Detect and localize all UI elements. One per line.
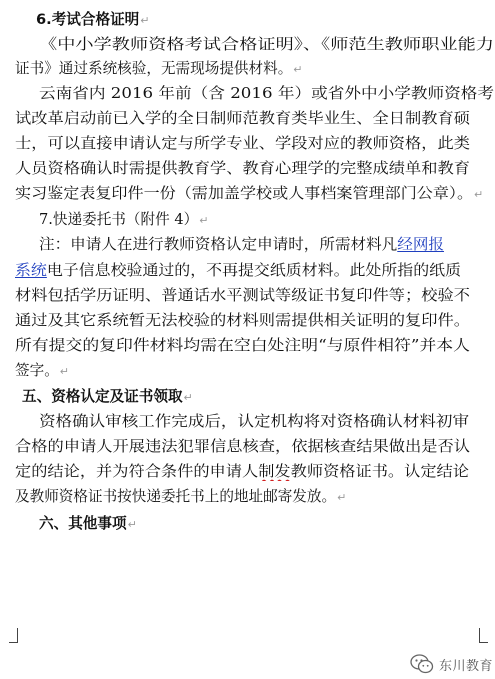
body-text: 人员资格确认时需提供教育学、教育心理学的完整成绩单和教育 — [15, 160, 470, 177]
body-text: 证书》通过系统核验，无需现场提供材料。 — [15, 60, 293, 77]
body-text: 士，可以直接申请认定与所学专业、学段对应的教师资格，此类 — [15, 135, 470, 152]
document-line — [0, 236, 495, 254]
body-text: 材料包括学历证明、普通话水平测试等级证书复印件等；校验不 — [15, 287, 470, 304]
document-line — [0, 262, 495, 280]
line-text — [15, 110, 470, 128]
line-text — [15, 60, 292, 78]
paragraph-return-mark: ↵ — [59, 365, 70, 378]
line-text — [22, 388, 183, 406]
line-text — [39, 413, 469, 431]
document-line — [0, 463, 495, 481]
body-text: 签字。 — [15, 362, 59, 379]
line-text — [15, 463, 469, 481]
body-text: 电子信息校验通过的，不再提交纸质材料。此处所指的纸质 — [46, 262, 462, 279]
page-corner-mark-bottom-left — [9, 628, 18, 643]
paragraph-return-mark: ↵ — [293, 63, 303, 76]
body-text: 试改革启动前已入学的全日制师范教育类毕业生、全日制教育硕 — [15, 110, 470, 127]
document-line — [0, 515, 495, 534]
paragraph-return-mark: ↵ — [127, 518, 137, 531]
hyperlink-text[interactable]: 系统 — [15, 262, 47, 279]
body-text: 注：申请人在进行教师资格认定申请时，所需材料凡 — [39, 236, 398, 253]
line-text — [15, 287, 470, 305]
paragraph-return-mark: ↵ — [140, 14, 150, 27]
body-text: 实习鉴定表复印件一份（需加盖学校或人事档案管理部门公章）。 — [15, 185, 474, 202]
paragraph-return-mark: ↵ — [474, 188, 484, 201]
body-text: 云南省内 2016 年前（含 2016 年）或省外中小学教师资格考 — [39, 85, 495, 102]
line-text — [15, 185, 473, 203]
body-text: 定的结论，并为符合条件的申请人 — [15, 463, 259, 480]
document-line — [0, 60, 495, 79]
watermark-text: 东川教育 — [438, 658, 493, 674]
line-text — [15, 438, 470, 456]
document-line — [0, 438, 495, 456]
line-text — [15, 160, 470, 178]
hyperlink-text[interactable]: 经网报 — [397, 236, 445, 253]
line-text — [39, 211, 198, 229]
line-text — [39, 236, 444, 254]
document-line — [0, 85, 495, 103]
document-line — [0, 362, 495, 381]
section-heading: 6.考试合格证明 — [36, 11, 140, 28]
document-line — [0, 185, 495, 204]
document-line — [0, 110, 495, 128]
body-text: 合格的申请人开展违法犯罪信息核查，依据核查结果做出是否认 — [15, 438, 470, 455]
body-text: 通过及其它系统暂无法校验的材料则需提供相关证明的复印件。 — [15, 312, 470, 329]
body-text: 《中小学教师资格考试合格证明》、《师范生教师职业能力 — [39, 36, 494, 53]
line-text — [15, 312, 470, 330]
document-line — [0, 413, 495, 431]
line-text — [15, 488, 336, 506]
body-text: 及教师资格证书按快递委托书上的地址邮寄发放。 — [15, 488, 337, 505]
document-line — [0, 488, 495, 507]
line-text — [15, 362, 59, 380]
document-line — [0, 337, 495, 355]
page-corner-mark-bottom-right — [479, 628, 488, 643]
section-heading: 六、其他事项 — [39, 515, 127, 532]
watermark — [410, 651, 495, 677]
spellcheck-underlined-text: 制发 — [258, 463, 291, 480]
line-text — [15, 262, 461, 280]
document-line — [0, 312, 495, 330]
body-text: 所有提交的复印件材料均需在空白处注明“与原件相符”并本人 — [15, 337, 470, 354]
body-text: 资格确认审核工作完成后，认定机构将对资格确认材料初审 — [39, 413, 469, 430]
document-line — [0, 11, 495, 30]
document-line — [0, 135, 495, 153]
document-line — [0, 160, 495, 178]
document-line — [0, 36, 495, 54]
document-line — [0, 388, 495, 407]
document-line — [0, 287, 495, 305]
line-text — [39, 36, 494, 54]
paragraph-return-mark: ↵ — [183, 391, 193, 404]
line-text — [39, 515, 127, 533]
line-text — [15, 337, 470, 355]
paragraph-return-mark: ↵ — [199, 214, 209, 227]
line-text — [15, 135, 470, 153]
line-text — [39, 85, 494, 103]
body-text: 教师资格证书。认定结论 — [290, 463, 469, 480]
document-line — [0, 211, 495, 230]
line-text — [36, 11, 139, 29]
paragraph-return-mark: ↵ — [337, 491, 347, 504]
body-text: 7.快递委托书（附件 4） — [39, 211, 199, 228]
section-heading: 五、资格认定及证书领取 — [22, 388, 183, 405]
wechat-icon — [410, 653, 434, 675]
